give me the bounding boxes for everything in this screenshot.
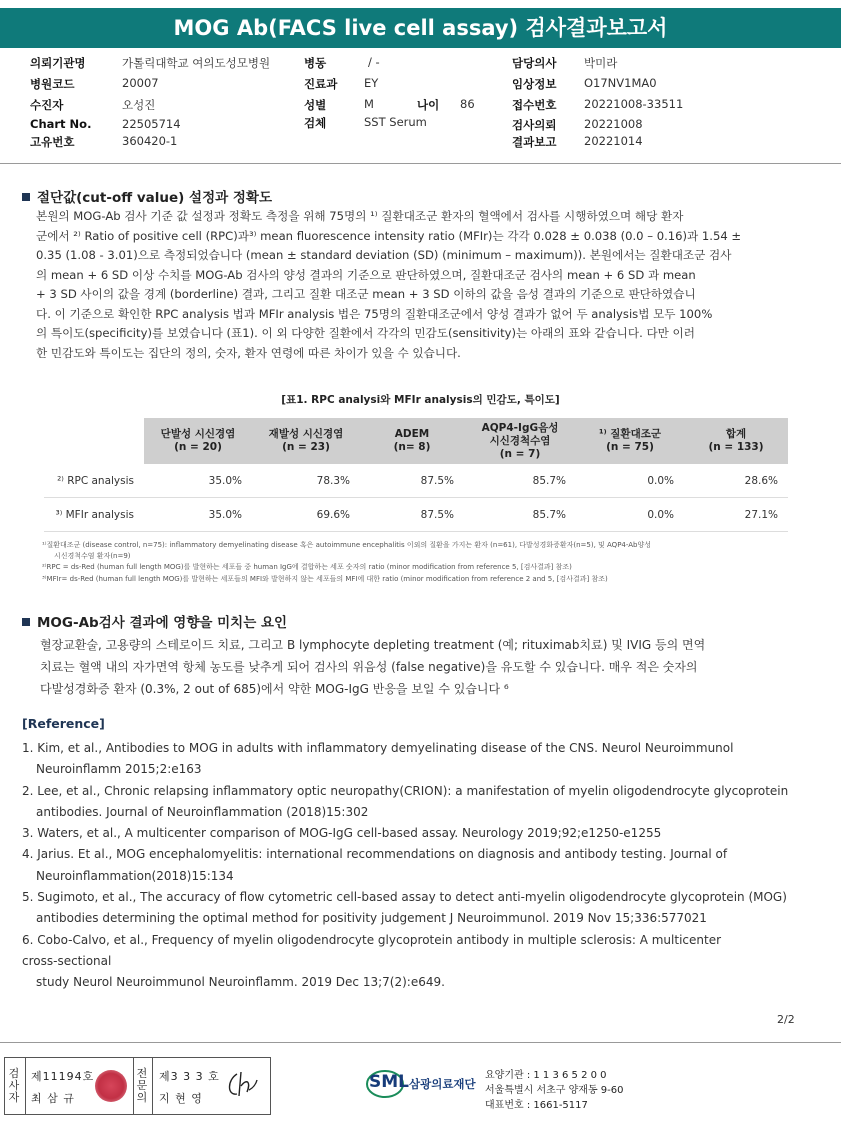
section1-body: [36, 207, 741, 363]
ward-value: / -: [368, 55, 380, 69]
doctor-label: 담당의사: [512, 56, 557, 70]
reference-line: Neuroinflammation(2018)15:134: [36, 868, 234, 883]
reference-heading: [Reference]: [22, 716, 105, 731]
table-footnote: ²⁾RPC = ds-Red (human full length MOG)를 발현하는 세포들 중 human IgG에 결합하는 세포 숫자의 ratio (minor modification from reference 5, [검사결과] 참조): [42, 563, 572, 571]
dept-value: EY: [364, 76, 379, 90]
table-corner: [44, 418, 144, 464]
divider: [133, 1058, 134, 1114]
specialist-number: 제3 3 3 호: [159, 1070, 220, 1083]
header-divider: [0, 163, 841, 164]
row-header: ³⁾ MFIr analysis: [44, 498, 144, 532]
col-header: ¹⁾ 질환대조군 (n = 75): [576, 418, 684, 464]
chart-value: 22505714: [122, 117, 181, 131]
receipt-value: 20221008-33511: [584, 97, 684, 111]
report-value: 20221014: [584, 134, 643, 148]
signature-icon: [223, 1068, 259, 1102]
section1-heading: 절단값(cut-off value) 설정과 정확도: [22, 186, 272, 206]
table-cell: 85.7%: [464, 464, 576, 498]
sml-name: 삼광의료재단: [409, 1077, 476, 1091]
reference-line: 3. Waters, et al., A multicenter comparison of MOG-IgG cell-based assay. Neurology 2019;92;e1250-e1255: [22, 826, 662, 841]
table-footnote: 시신경척수염 환자(n=9): [54, 552, 131, 560]
table-cell: 87.5%: [360, 464, 464, 498]
age-label: 나이: [417, 98, 440, 112]
code-value: 20007: [122, 76, 159, 90]
section-bullet-icon: [22, 618, 30, 626]
table-cell: 35.0%: [144, 498, 252, 532]
reference-line: 6. Cobo-Calvo, et al., Frequency of myelin oligodendrocyte glycoprotein antibody in multiple sclerosis: A multicenter: [22, 932, 722, 947]
reference-line: 5. Sugimoto, et al., The accuracy of flow cytometric cell-based assay to detect anti-myelin oligodendrocyte glycoprotein (MOG): [22, 890, 787, 905]
table-cell: 78.3%: [252, 464, 360, 498]
institution-phone: 대표번호 : 1661-5117: [485, 1100, 588, 1111]
reference-line: antibodies determining the optimal method for positivity judgement J Neuroimmunol. 2019 Nov 15;336:577021: [36, 911, 707, 926]
request-value: 20221008: [584, 117, 643, 131]
inspector-vertical-label: 검 사 자: [8, 1067, 20, 1104]
reference-line: 4. Jarius. Et al., MOG encephalomyelitis: international recommendations on diagnosis and antibody testing. Journal of: [22, 847, 728, 862]
clinical-value: O17NV1MA0: [584, 76, 657, 90]
doctor-value: 박미라: [584, 56, 618, 70]
institution-code: 요양기관 : 1 1 3 6 5 2 0 0: [485, 1070, 607, 1081]
section2-line: 치료는 혈액 내의 자가면역 항체 농도를 낮추게 되어 검사의 위음성 (false negative)을 유도할 수 있습니다. 매우 적은 숫자의: [40, 660, 698, 674]
table-row: [44, 464, 788, 498]
reference-list: [22, 738, 788, 994]
col-header: AQP4-IgG음성 시신경척수염 (n = 7): [464, 418, 576, 464]
inspector-name: 최 삼 규: [31, 1092, 75, 1105]
specialist-vertical-label: 전 문 의: [136, 1067, 148, 1104]
section2-line: 혈장교환술, 고용량의 스테로이드 치료, 그리고 B lymphocyte depleting treatment (예; rituximab치료) 및 IVIG 등의 면역: [40, 638, 706, 652]
section1-line: 본원의 MOG-Ab 검사 기준 값 설정과 정확도 측정을 위해 75명의 ¹⁾ 질환대조군 환자의 혈액에서 검사를 시행하였으며 해당 환자: [36, 209, 684, 223]
section1-line: 다. 이 기준으로 확인한 RPC analysis 법과 MFIr analysis 법은 75명의 질환대조군에서 양성 결과가 없어 두 analysis법 모두 100%: [36, 306, 713, 321]
table-footnote: ³⁾MFIr= ds-Red (human full length MOG)를 발현하는 세포들의 MFI와 발현하지 않는 세포들의 MFI에 대한 ratio (minor modification from reference 2 and 5, [검사결과] 참조): [42, 575, 608, 583]
table-footnote: ¹⁾질환대조군 (disease control, n=75): inflammatory demyelinating disease 혹은 autoimmune encephalitis 이외의 질환을 가지는 환자 (n=61), 다발성경화증환자(n=5), 및 AQP4-Ab양성: [42, 541, 651, 549]
section1-line: 의 mean + 6 SD 이상 수치를 MOG-Ab 검사의 양성 결과의 기준으로 판단하였으며, 질환대조군 검사의 mean + 6 SD 과 mean: [36, 267, 696, 282]
signature-box: [4, 1057, 271, 1115]
page-number: 2/2: [777, 1013, 795, 1026]
specimen-label: 검체: [304, 116, 327, 130]
section2-body: [40, 634, 705, 700]
inspector-number: 제11194호: [31, 1070, 95, 1083]
institution-address: 서울특별시 서초구 양재동 9-60: [485, 1085, 624, 1096]
table-header-row: [44, 418, 788, 464]
hospital-value: 가톨릭대학교 여의도성모병원: [122, 56, 271, 70]
table-cell: 87.5%: [360, 498, 464, 532]
recipient-label: 수진자: [30, 98, 64, 112]
section1-line: 의 특이도(specificity)를 보였습니다 (표1). 이 외 다양한 질환에서 각각의 민감도(sensitivity)는 아래의 표와 같습니다. 다만 이러: [36, 326, 695, 340]
clinical-label: 임상정보: [512, 77, 557, 91]
table-cell: 35.0%: [144, 464, 252, 498]
age-value: 86: [460, 97, 475, 111]
table1-title: [표1. RPC analysi와 MFIr analysis의 민감도, 특이도]: [281, 394, 560, 406]
col-header: 합계 (n = 133): [684, 418, 788, 464]
sex-label: 성별: [304, 98, 327, 112]
col-header: ADEM (n= 8): [360, 418, 464, 464]
hospital-label: 의뢰기관명: [30, 56, 86, 70]
specimen-value: SST Serum: [364, 115, 427, 129]
table-cell: 85.7%: [464, 498, 576, 532]
reference-line: 1. Kim, et al., Antibodies to MOG in adults with inflammatory demyelinating disease of the CNS. Neurol Neuroimmunol: [22, 741, 734, 755]
reference-line: cross-sectional: [22, 953, 112, 968]
col-header: 단발성 시신경염 (n = 20): [144, 418, 252, 464]
section1-line: + 3 SD 사이의 값을 경계 (borderline) 결과, 그리고 질환 대조군 mean + 3 SD 이하의 값을 음성 결과의 기준으로 판단하였습니: [36, 287, 696, 301]
chart-label: Chart No.: [30, 117, 92, 131]
dept-label: 진료과: [304, 77, 338, 91]
unique-value: 360420-1: [122, 134, 178, 148]
recipient-value: 오성진: [122, 98, 156, 112]
seal-stamp-icon: [95, 1070, 127, 1102]
reference-line: Neuroinflamm 2015;2:e163: [36, 762, 202, 777]
section1-line: 한 민감도와 특이도는 집단의 정의, 숫자, 환자 연령에 따른 차이가 있을 수 있습니다.: [36, 345, 461, 360]
sml-text: SML: [369, 1072, 409, 1092]
divider: [25, 1058, 26, 1114]
section1-line: 군에서 ²⁾ Ratio of positive cell (RPC)과³⁾ mean fluorescence intensity ratio (MFIr)는 각각 0.028 ± 0.038 (0.0 – 0.16)과 1.54 ±: [36, 228, 742, 243]
table-cell: 0.0%: [576, 498, 684, 532]
table-cell: 0.0%: [576, 464, 684, 498]
sml-logo: [365, 1066, 485, 1106]
table-cell: 27.1%: [684, 498, 788, 532]
reference-line: antibodies. Journal of Neuroinflammation (2018)15:302: [36, 804, 369, 819]
footer-divider: [0, 1042, 841, 1043]
ward-label: 병동: [304, 56, 327, 70]
reference-line: 2. Lee, et al., Chronic relapsing inflammatory optic neuropathy(CRION): a manifestation of myelin oligodendrocyte glycoprotein: [22, 783, 789, 798]
report-label: 결과보고: [512, 135, 557, 149]
row-header: ²⁾ RPC analysis: [44, 464, 144, 498]
code-label: 병원코드: [30, 77, 75, 91]
section-bullet-icon: [22, 193, 30, 201]
specialist-name: 지 현 영: [159, 1092, 203, 1105]
table-cell: 69.6%: [252, 498, 360, 532]
section1-line: 0.35 (1.08 - 3.01)으로 측정되었습니다 (mean ± standard deviation (SD) (minimum – maximum)). 본원에서는 질환대조군 검사: [36, 248, 732, 262]
table-row: [44, 498, 788, 532]
receipt-label: 접수번호: [512, 98, 557, 112]
sensitivity-table: [44, 418, 788, 532]
section2-heading: MOG-Ab검사 결과에 영향을 미치는 요인: [22, 611, 287, 631]
request-label: 검사의뢰: [512, 118, 557, 132]
sex-value: M: [364, 97, 374, 111]
col-header: 재발성 시신경염 (n = 23): [252, 418, 360, 464]
section2-line: 다발성경화증 환자 (0.3%, 2 out of 685)에서 약한 MOG-IgG 반응을 보일 수 있습니다 ⁶: [40, 682, 509, 696]
report-title: MOG Ab(FACS live cell assay) 검사결과보고서: [0, 8, 841, 48]
reference-line: study Neurol Neuroimmunol Neuroinflamm. 2019 Dec 13;7(2):e649.: [36, 975, 445, 990]
table-cell: 28.6%: [684, 464, 788, 498]
divider: [152, 1058, 153, 1114]
unique-label: 고유번호: [30, 135, 75, 149]
